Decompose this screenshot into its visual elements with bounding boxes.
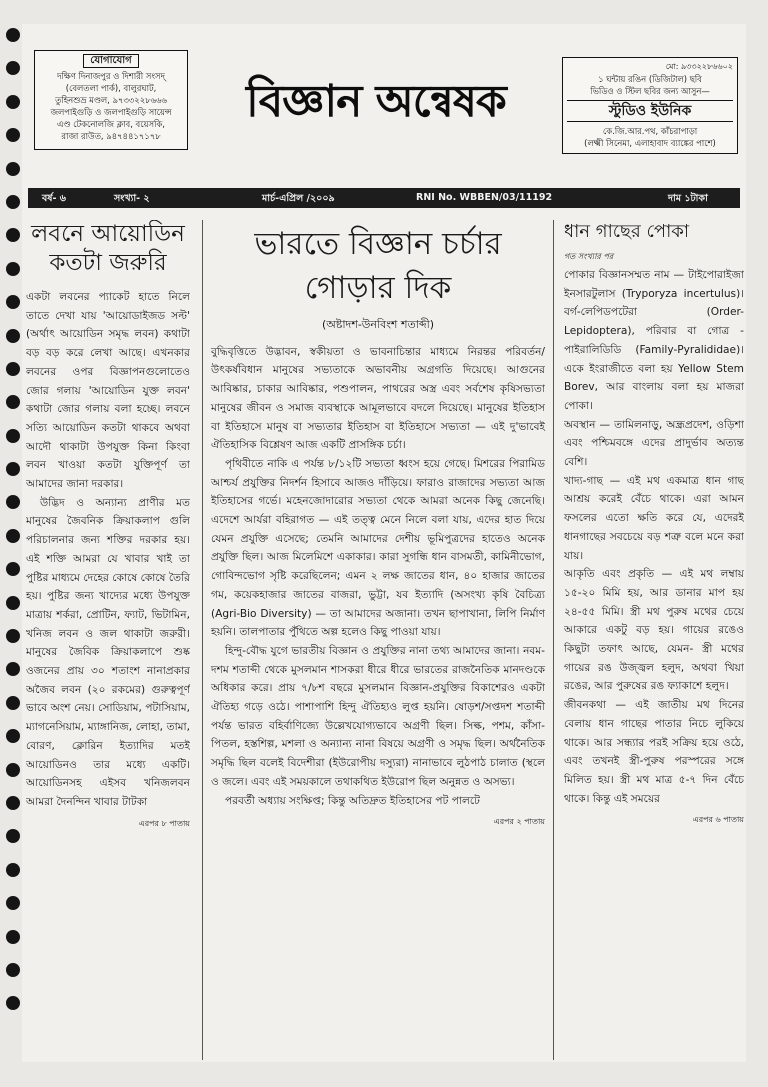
binder-hole	[6, 529, 20, 543]
binder-hole	[6, 162, 20, 176]
binder-hole	[6, 462, 20, 476]
article-paragraph: আকৃতি এবং প্রকৃতি — এই মথ লম্বায় ১৫-২০ মিমি হয়, আর ডানার মাপ হয় ২৪-৫৫ মিমি। স্ত্রী মথ পুরুষ মথের চেয়ে আকারে একটু বড় হয়। গায়ের রঙেও কিছুটা তফাৎ আছে, যেমন- স্ত্রী মথের গায়ের রঙ উজ্জ্বল হলুদ, অথবা খিয়া রঙের, আর পুরুষের রঙ ফ্যাকাশে হলুদ।	[564, 568, 744, 693]
binder-hole	[6, 61, 20, 75]
binder-hole	[6, 28, 20, 42]
continued-note: এরপর ৬ পাতায়	[692, 815, 744, 825]
article-paragraph: হিন্দু-বৌদ্ধ যুগে ভারতীয় বিজ্ঞান ও প্রযুক্তির নানা তথ্য আমাদের জানা। নবম-দশম শতাব্দী থেকে মুসলমান শাসকরা ধীরে ধীরে ভারতের রাজনৈতিক মানদণ্ডকে অধিকার করে। প্রায় ৭/৮শ বছরে মুসলমান বিজ্ঞান-প্রযুক্তির বিকাশেরও একটা ঐতিহ্য গড়ে ওঠে। পাশাপাশি হিন্দু ঐতিহ্যও লুপ্ত হয়নি। ষোড়শ/সপ্তদশ শতাব্দী পর্যন্ত ভারত বহির্বাণিজ্যে উল্লেখযোগ্যভাবে অগ্রণী ছিল। সিল্ক, পশম, কাঁসা-পিতল, হস্তশিল্প, মশলা ও অন্যান্য নানা বিষয়ে অগ্রণী ও সমৃদ্ধ ছিল। অর্থনৈতিক সমৃদ্ধি ছিল বলেই বিদেশীরা (ইউরোপীয় দস্যুরা) নানাভাবে লুঠপাঠ চালাত (স্থলে ও জলে। এবং এই সময়কালে তথাকথিত ইউরোপ ছিল অনুন্নত ও অসভ্য।	[211, 644, 545, 788]
binder-hole	[6, 829, 20, 843]
advertisement-box	[562, 57, 738, 154]
binder-hole	[6, 95, 20, 109]
binder-hole	[6, 195, 20, 209]
previous-issue-note: গত সংখ্যার পর	[564, 252, 614, 261]
ad-address: কে.জি.আর.পথ, কাঁচরাপাড়া	[602, 126, 698, 136]
main-article	[202, 220, 554, 1060]
article-paragraph: পরবর্তী অধ্যায় সংক্ষিপ্ত; কিন্তু অতিদ্রুত ইতিহাসের পট পালটে	[225, 794, 480, 807]
continued-note: এরপর ৮ পাতায়	[138, 818, 190, 828]
rni-label: RNI No. WBBEN/03/11192	[416, 192, 553, 203]
article-paragraph: পোকার বিজ্ঞানসম্মত নাম — টাইপোরাইজা ইনসারটুলাস (Tryporyza incertulus)। বর্গ-লেপিডপটেরা (Order-Lepidoptera), পরিবার বা গোত্র - পাইরালিডিডি (Family-Pyralididae)। একে ইংরাজীতে বলা হয় Yellow Stem Borev, আর বাংলায় বলা হয় মাজরা পোকা।	[564, 269, 744, 412]
contact-line: (বেলতলা পার্ক), বালুরঘাট,	[65, 83, 157, 93]
ad-studio-name: স্টুডিও ইউনিক	[567, 100, 733, 122]
binder-hole	[6, 262, 20, 276]
left-article	[26, 220, 190, 1060]
binder-hole	[6, 395, 20, 409]
binder-holes	[6, 28, 28, 1030]
binder-hole	[6, 696, 20, 710]
binder-hole	[6, 295, 20, 309]
article-paragraph: একটা লবনের প্যাকেট হাতে নিলে তাতে দেখা যায় 'আয়োডাইজড সল্ট' (অর্থাৎ আয়োডিন সমৃদ্ধ লবন) কথাটা বড় বড় করে লেখা আছে। এখনকার লবনের ওপর বিজ্ঞাপনগুলোতেও জোর গলায় 'আয়োডিন যুক্ত লবন' কথাটা জোর গলায় বলা হচ্ছে। লবনে সত্যি আয়োডিন কতটা থাকবে অথবা আদৌ থাকাটা উপযুক্ত কিনা কিংবা লবন খাওয়া কতটা যুক্তিপূর্ণ তা আমাদের জানা দরকার।	[26, 291, 190, 491]
binder-hole	[6, 228, 20, 242]
contact-line: তুহিনশুভ্র মণ্ডল, ৯৭৩৩২২৮৬৬৬	[55, 95, 167, 105]
ad-mobile: মো: ৯৩৩২২৮৬৬০২	[665, 62, 733, 71]
binder-hole	[6, 662, 20, 676]
binder-hole	[6, 930, 20, 944]
binder-hole	[6, 429, 20, 443]
binder-hole	[6, 329, 20, 343]
date-label: মার্চ-এপ্রিল /২০০৯	[262, 193, 335, 204]
ad-line: ভিডিও ও স্টিল ছবির জন্য আসুন—	[590, 86, 710, 96]
price-label: দাম ১টাকা	[668, 193, 708, 204]
main-article-title: ভারতে বিজ্ঞান চর্চার গোড়ার দিক	[254, 226, 502, 306]
binder-hole	[6, 863, 20, 877]
binder-hole	[6, 996, 20, 1010]
binder-hole	[6, 596, 20, 610]
contact-box	[34, 50, 188, 150]
ad-address-note: (লক্ষ্মী সিনেমা, এলাহাবাদ ব্যাঙ্কের পাশে)	[584, 138, 716, 148]
article-paragraph: উদ্ভিদ ও অন্যান্য প্রাণীর মত মানুষের জৈবনিক ক্রিয়াকলাপ গুলি পরিচালনার জন্য শক্তির দরকার হয়। এই শক্তি আমরা যে খাবার খাই তা পুষ্টির মাধ্যমে দেহের কোষে কোষে তৈরি হয়। পুষ্টির জন্য খাদ্যের মধ্যে উপযুক্ত মাত্রায় শর্করা, প্রোটিন, ফ্যাট, ভিটামিন, খনিজ লবন ও জল থাকাটা জরুরী। মানুষের জৈবিক ক্রিয়াকলাপে শুষ্ক ওজনের প্রায় ৩০ শতাংশ নানাপ্রকার অজৈব লবন (২০ রকমের) গুরুত্বপূর্ণ ভাবে অংশ নেয়। সোডিয়াম, পটাসিয়াম, ম্যাগনেসিয়াম, ম্যাঙ্গানিজ, লোহা, তামা, বোরণ, ক্লোরিন ইত্যাদির মতই আয়োডিনও তার মধ্যে একটি। আয়োডিনসহ এইসব খনিজলবন আমরা দৈনন্দিন খাবার টাটকা	[26, 496, 190, 808]
main-article-subtitle: (অষ্টাদশ-উনবিংশ শতাব্দী)	[321, 318, 435, 331]
continued-note: এরপর ২ পাতায়	[493, 817, 545, 827]
article-paragraph: জীবনকথা — এই জাতীয় মথ দিনের বেলায় ধান গাছের পাতার নিচে লুকিয়ে থাকে। আর সন্ধ্যার পরই সক্রিয় হয়ে ওঠে, এবং তখনই স্ত্রী-পুরুষ পরস্পরের সঙ্গে মিলিত হয়। স্ত্রী মথ মাত্র ৫-৭ দিন বেঁচে থাকে। কিন্তু এই সময়ের	[564, 699, 744, 805]
binder-hole	[6, 362, 20, 376]
year-label: বর্ষ- ৬	[42, 193, 66, 204]
contact-line: এণ্ড টেকনোলজি ক্লাব, বয়েসকি,	[57, 119, 165, 129]
contact-line: জলপাইগুড়ি ও জলপাইগুড়ি সায়েন্স	[50, 107, 172, 117]
issue-label: সংখ্যা- ২	[114, 193, 150, 204]
binder-hole	[6, 729, 20, 743]
binder-hole	[6, 796, 20, 810]
contact-line: রাজা রাউত, ৯৪৭৪৪১৭১৭৮	[61, 131, 161, 141]
left-article-title: লবনে আয়োডিন কতটা জরুরি	[31, 221, 185, 276]
article-paragraph: অবস্থান — তামিলনাড়ু, অন্ধ্রপ্রদেশ, ওড়িশা এবং পশ্চিমবঙ্গে এদের প্রাদুর্ভাব অত্যন্ত বেশি।	[564, 418, 744, 469]
binder-hole	[6, 763, 20, 777]
article-paragraph: পৃথিবীতে নাকি এ পর্যন্ত ৮/১২টি সভ্যতা ধ্বংস হয়ে গেছে। মিশরের পিরামিড আশ্চর্য প্রযুক্তির নিদর্শন হিসাবে আজও দাঁড়িয়ে। ফারাও রাজাদের সভ্যতা আজ ইতিহাসের গর্ভে। মহেনজোদারোর সভ্যতা থেকে আমরা অনেক কিছু জেনেছি। এদেশে আর্যরা বহিরাগত — এই তত্ত্ব মেনে নিলে বলা যায়, এদের হাত দিয়ে যেমন প্রযুক্তি এসেছে; তেমনি আমাদের দেশীয় ভূমিপুত্রদের হাতেও অনেক প্রযুক্তি ছিল। আজ মিলেমিশে একাকার। কারা সুগন্ধি ধান বাসমতী, কামিনীভোগ, গোবিন্দভোগ সৃষ্টি করেছিলেন; এমন ২ লক্ষ জাতের ধান, ৪০ হাজার জাতের গম, কয়েকহাজার জাতের বাজরা, ভুট্টা, যব ইত্যাদি (অসংখ্য কৃষি বৈচিত্র্য (Agri-Bio Diversity) — তা আমাদের অজানা। তখন ছাপাখানা, লিপি নির্মাণ হয়নি। তালপাতার পুঁথিতে অল্প হলেও কিছু পাওয়া যায়।	[211, 457, 545, 639]
article-paragraph: খাদ্য-গাছ — এই মথ একমাত্র ধান গাছ আশ্রয় করেই বেঁচে থাকে। এরা আমন ফসলের এতো ক্ষতি করে যে, এদেরই ধানগাছের সবচেয়ে বড় শত্রু বলে মনে করা যায়।	[564, 474, 744, 562]
article-paragraph: বুদ্ধিবৃত্তিতে উদ্ভাবন, স্বকীয়তা ও ভাবনাচিন্তার মাধ্যমে নিরন্তর পরিবর্তন/উৎকর্ষবিধান মানুষের সভ্যতাকে অভাবনীয় অগ্রগতি দিয়েছে। আগুনের আবিষ্কার, চাকার আবিষ্কার, পশুপালন, পাথরের অস্ত্র এবং সর্বশেষ কৃষিসভ্যতা মানুষের জীবন ও সমাজ ব্যবস্থাকে আমূলভাবে বদলে দিয়েছে। মানুষের ইতিহাস বা ইতিহাসে মানুষ বা সভ্যতার ইতিহাস বা ইতিহাসে সভ্যতা — এই দু'ভাবেই ঐতিহাসিক বিশ্লেষণ আজ একটি প্রাসঙ্গিক চর্চা।	[211, 345, 545, 452]
contact-title: যোগাযোগ	[83, 54, 138, 68]
newspaper-page	[22, 24, 746, 1062]
right-article	[564, 220, 744, 1060]
binder-hole	[6, 128, 20, 142]
binder-hole	[6, 562, 20, 576]
ad-line: ১ ঘন্টায় রঙিন (ডিজিটাল) ছবি	[598, 74, 702, 84]
masthead-title: বিজ্ঞান অন্বেষক	[246, 75, 506, 127]
binder-hole	[6, 963, 20, 977]
binder-hole	[6, 896, 20, 910]
right-article-title: ধান গাছের পোকা	[564, 221, 690, 242]
binder-hole	[6, 629, 20, 643]
issue-info-bar	[28, 188, 740, 208]
binder-hole	[6, 495, 20, 509]
contact-line: দক্ষিণ দিনাজপুর ও দিশারী সংসদ্‌	[57, 71, 165, 81]
